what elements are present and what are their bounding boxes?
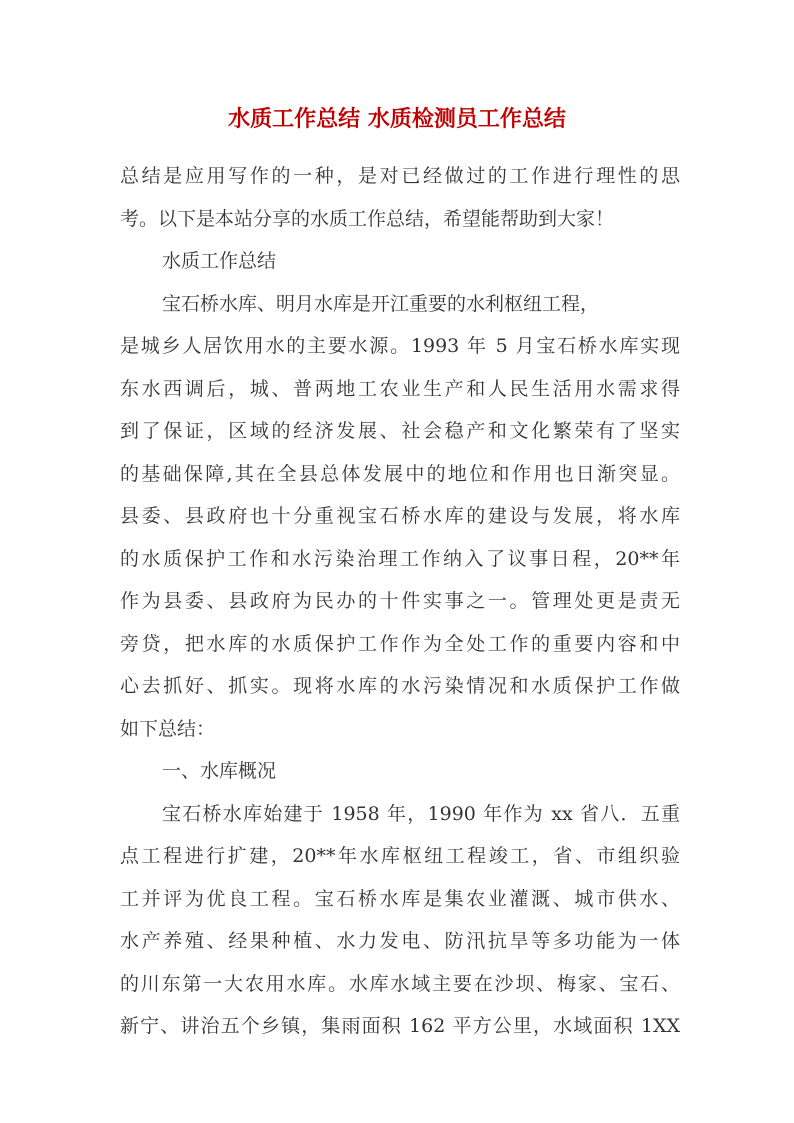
paragraph-line: 旁贷，把水库的水质保护工作作为全处工作的重要内容和中 [120,632,680,655]
paragraph-line: 工并评为优良工程。宝石桥水库是集农业灌溉、城市供水、 [120,887,680,910]
paragraph-line: 如下总结： [120,717,216,740]
paragraph-line: 心去抓好、抓实。现将水库的水污染情况和水质保护工作做 [120,675,680,697]
paragraph-line: 宝石桥水库、明月水库是开江重要的水利枢纽工程， [162,292,600,315]
paragraph-line: 考。以下是本站分享的水质工作总结，希望能帮助到大家！ [120,207,615,230]
paragraph-line: 点工程进行扩建，20**年水库枢纽工程竣工，省、市组织验 [120,845,680,867]
paragraph-line: 是城乡人居饮用水的主要水源。1993 年 5 月宝石桥水库实现 [120,335,680,357]
paragraph-line: 总结是应用写作的一种，是对已经做过的工作进行理性的思 [120,165,680,187]
paragraph-line: 水产养殖、经果种植、水力发电、防汛抗旱等多功能为一体 [120,930,680,952]
paragraph-line: 到了保证，区域的经济发展、社会稳产和文化繁荣有了坚实 [120,420,680,442]
document-title: 水质工作总结 水质检测员工作总结 [228,106,566,132]
section-heading: 一、水库概况 [162,760,277,782]
paragraph-line: 的基础保障,其在全县总体发展中的地位和作用也日渐突显。 [120,462,680,485]
paragraph-line: 新宁、讲治五个乡镇，集雨面积 162 平方公里，水域面积 1XX [120,1015,680,1037]
paragraph-line: 的川东第一大农用水库。水库水域主要在沙坝、梅家、宝石、 [120,972,680,995]
paragraph-line: 宝石桥水库始建于 1958 年，1990 年作为 xx 省八．五重 [162,802,680,825]
paragraph-line: 作为县委、县政府为民办的十件实事之一。管理处更是责无 [120,590,680,612]
paragraph-line: 的水质保护工作和水污染治理工作纳入了议事日程，20**年 [120,547,680,570]
paragraph-line: 县委、县政府也十分重视宝石桥水库的建设与发展，将水库 [120,505,680,527]
paragraph-line: 东水西调后，城、普两地工农业生产和人民生活用水需求得 [120,377,680,400]
section-heading: 水质工作总结 [162,250,277,272]
document-body [120,155,680,1048]
